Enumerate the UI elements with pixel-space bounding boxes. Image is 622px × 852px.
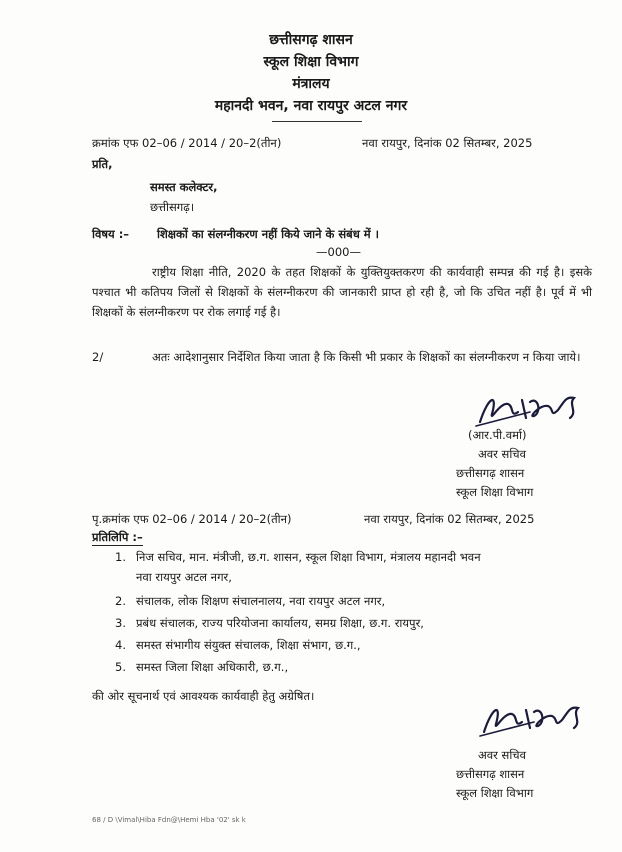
to-label: प्रति,: [92, 157, 113, 171]
signatory-2-designation: अवर सचिव: [478, 748, 526, 762]
header-line-2: स्कूल शिक्षा विभाग: [263, 54, 359, 70]
footer-file-path: 68 / D \Vimal\Hiba Fdn@\Hemi Hba '02' sk k: [92, 816, 246, 824]
copy-item-text: समस्त जिला शिक्षा अधिकारी, छ.ग.,: [136, 660, 289, 674]
reference-number: क्रमांक एफ 02–06 / 2014 / 20–2(तीन): [92, 136, 282, 150]
recipient-state: छत्तीसगढ़।: [150, 200, 195, 214]
subject-label: विषय :–: [92, 227, 130, 241]
header-line-1: छत्तीसगढ़ शासन: [269, 32, 353, 48]
copy-reference-date: नवा रायपुर, दिनांक 02 सितम्बर, 2025: [364, 512, 535, 526]
signatory-dept: स्कूल शिक्षा विभाग: [456, 485, 534, 499]
header-line-4: महानदी भवन, नवा रायपुर अटल नगर: [214, 98, 408, 114]
signatory-name: (आर.पी.वर्मा): [468, 428, 527, 442]
copy-item-number: 1.: [115, 550, 126, 564]
paragraph-2-number: 2/: [92, 350, 104, 364]
reference-date: नवा रायपुर, दिनांक 02 सितम्बर, 2025: [362, 136, 533, 150]
copy-item-text: प्रबंध संचालक, राज्य परियोजना कार्यालय, समग्र शिक्षा, छ.ग. रायपुर,: [136, 616, 424, 630]
signatory-2-govt: छत्तीसगढ़ शासन: [456, 767, 525, 781]
header-line-3: मंत्रालय: [292, 76, 330, 92]
signatory-designation: अवर सचिव: [478, 447, 526, 461]
copy-reference-number: पृ.क्रमांक एफ 02–06 / 2014 / 20–2(तीन): [92, 512, 292, 526]
signatory-2-dept: स्कूल शिक्षा विभाग: [456, 786, 534, 800]
copy-item-number: 3.: [115, 616, 126, 630]
copy-label: प्रतिलिपि :–: [92, 530, 143, 544]
copy-closing: की ओर सूचनार्थ एवं आवश्यक कार्यवाही हेतु अग्रेषित।: [92, 689, 315, 703]
signature-1-image: [470, 382, 590, 432]
signatory-govt: छत्तीसगढ़ शासन: [456, 466, 525, 480]
signature-2-image: [474, 692, 594, 742]
copy-item-number: 2.: [115, 594, 126, 608]
copy-item-text: संचालक, लोक शिक्षण संचालनालय, नवा रायपुर अटल नगर,: [136, 594, 386, 608]
subject-text: शिक्षकों का संलग्नीकरण नहीं किये जाने के संबंध में ।: [157, 227, 380, 241]
recipient: समस्त कलेक्टर,: [150, 180, 218, 194]
body-paragraph-1: राष्ट्रीय शिक्षा नीति, 2020 के तहत शिक्षकों के युक्तियुक्तकरण की कार्यवाही सम्पन्न की गई है। इसके पश्चात भी कतिपय जिलों से शिक्षकों के संलग्नीकरण की जानकारी प्राप्त हो रही है, जो कि उचित नहीं है। पूर्व में भी शिक्षकों के संलग्नीकरण पर रोक लगाई गई है।: [92, 265, 592, 319]
copy-item-text: समस्त संभागीय संयुक्त संचालक, शिक्षा संभाग, छ.ग.,: [136, 638, 361, 652]
subject-separator: —000—: [316, 245, 361, 259]
copy-item-text: निज सचिव, मान. मंत्रीजी, छ.ग. शासन, स्कूल शिक्षा विभाग, मंत्रालय महानदी भवन: [136, 550, 481, 564]
body-paragraph-2: अतः आदेशानुसार निर्देशित किया जाता है कि किसी भी प्रकार के शिक्षकों का संलग्नीकरण न किया जाये।: [152, 350, 581, 364]
header-divider: [272, 121, 362, 122]
copy-item-number: 5.: [115, 660, 126, 674]
copy-item-text-continued: नवा रायपुर अटल नगर,: [136, 570, 232, 584]
copy-item-number: 4.: [115, 638, 126, 652]
